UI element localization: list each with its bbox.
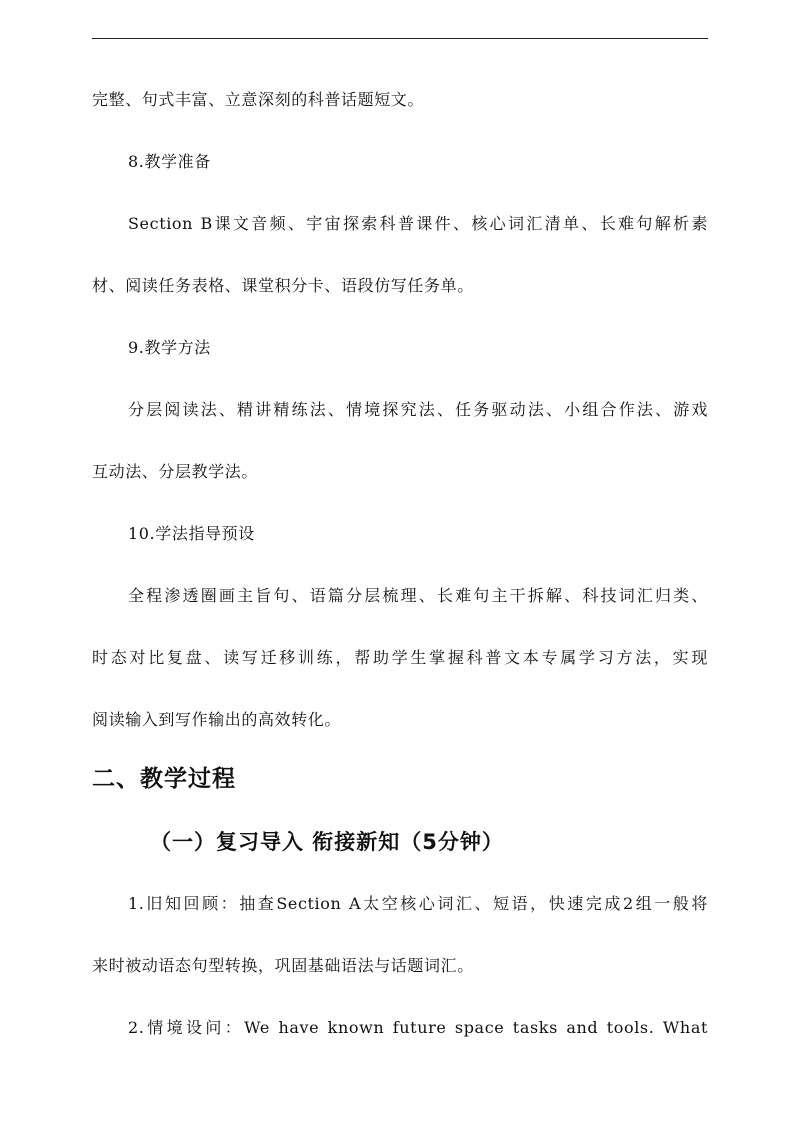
- paragraph-line: 时态对比复盘、读写迁移训练，帮助学生掌握科普文本专属学习方法，实现: [92, 648, 708, 667]
- paragraph-line: 完整、句式丰富、立意深刻的科普话题短文。: [92, 90, 425, 109]
- paragraph-line: 材、阅读任务表格、课堂积分卡、语段仿写任务单。: [92, 276, 474, 295]
- section-heading-teaching-preparation: 8.教学准备: [128, 152, 211, 171]
- paragraph-line: 互动法、分层教学法。: [92, 462, 259, 481]
- paragraph-line: 阅读输入到写作输出的高效转化。: [92, 710, 342, 729]
- paragraph-line: 2.情境设问：We have known future space tasks and tools. What: [128, 1018, 708, 1037]
- paragraph-line: 1.旧知回顾：抽查Section A太空核心词汇、短语，快速完成2组一般将: [128, 894, 708, 913]
- subsection-heading-review-intro: （一）复习导入 衔接新知（5分钟）: [150, 830, 504, 854]
- part-heading-teaching-process: 二、教学过程: [92, 766, 236, 792]
- paragraph-line: 分层阅读法、精讲精练法、情境探究法、任务驱动法、小组合作法、游戏: [128, 400, 708, 419]
- section-heading-learning-guidance: 10.学法指导预设: [128, 524, 255, 543]
- section-heading-teaching-methods: 9.教学方法: [128, 338, 211, 357]
- paragraph-line: Section B课文音频、宇宙探索科普课件、核心词汇清单、长难句解析素: [128, 214, 708, 233]
- header-rule: [92, 38, 708, 39]
- paragraph-line: 来时被动语态句型转换，巩固基础语法与话题词汇。: [92, 956, 474, 975]
- paragraph-line: 全程渗透圈画主旨句、语篇分层梳理、长难句主干拆解、科技词汇归类、: [128, 586, 708, 605]
